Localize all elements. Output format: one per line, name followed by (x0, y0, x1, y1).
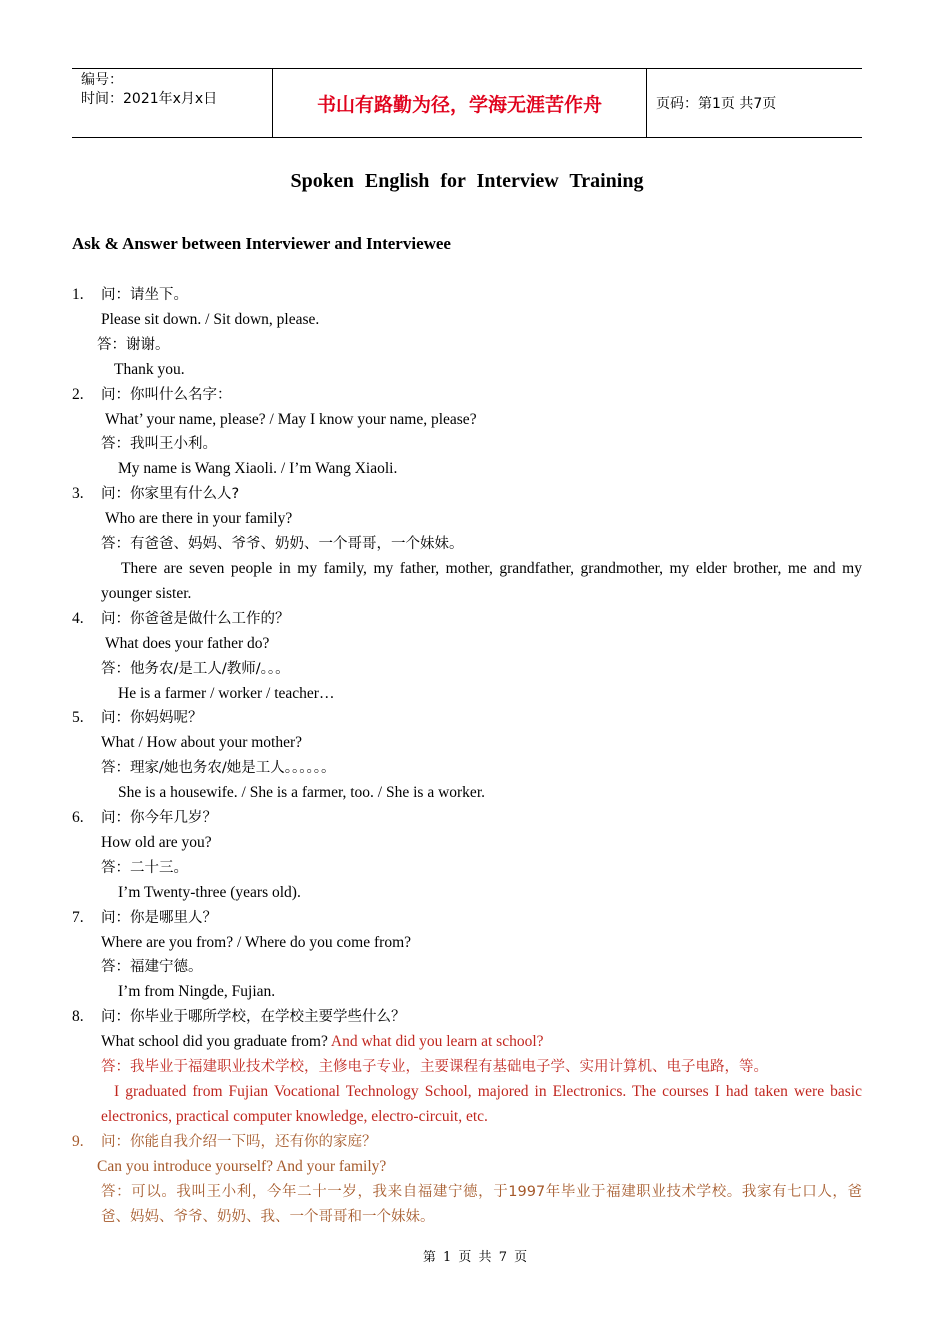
question-chinese: 问：你今年几岁？ (101, 810, 217, 827)
answer-english: She is a housewife. / She is a farmer, too. / She is a worker. (118, 784, 485, 802)
question-english: Who are there in your family? (105, 510, 293, 528)
document-date: 时间：2021年x月x日 (81, 91, 218, 107)
qa-item (72, 383, 862, 483)
question-chinese: 问：你妈妈呢？ (101, 710, 203, 727)
item-number: 6. (72, 809, 84, 827)
answer-english: My name is Wang Xiaoli. / I’m Wang Xiaoli. (118, 460, 398, 478)
question-chinese: 问：你叫什么名字： (101, 386, 232, 403)
answer-english: Thank you. (114, 360, 185, 378)
qa-item (72, 1130, 862, 1230)
question-english: What / How about your mother? (101, 734, 303, 752)
item-number: 8. (72, 1008, 84, 1026)
question-english: What’ your name, please? / May I know your name, please? (105, 410, 477, 428)
answer-english: He is a farmer / worker / teacher… (118, 684, 335, 702)
answer-chinese: 答：理家/她也务农/她是工人。。。。。。 (101, 760, 336, 777)
qa-item (72, 283, 862, 383)
question-english-followup: And what did you learn at school? (330, 1033, 544, 1051)
question-chinese: 问：你能自我介绍一下吗，还有你的家庭？ (101, 1133, 377, 1150)
item-number: 4. (72, 609, 84, 627)
question-chinese: 问：你毕业于哪所学校，在学校主要学些什么？ (101, 1009, 406, 1026)
question-english: Can you introduce yourself? And your family? (97, 1157, 387, 1175)
document-title: Spoken English for Interview Training (290, 170, 644, 192)
document-number-label: 编号： (81, 72, 123, 88)
question-chinese: 问：你是哪里人？ (101, 909, 217, 926)
answer-chinese: 答：谢谢。 (97, 336, 170, 353)
question-chinese: 问：请坐下。 (101, 287, 188, 303)
question-chinese: 问：你家里有什么人? (101, 486, 240, 503)
header-motto: 书山有路勤为径，学海无涯苦作舟 (273, 69, 647, 137)
answer-chinese: 答：可以。我叫王小利，今年二十一岁，我来自福建宁德，于1997年毕业于福建职业技术学校。我家有七口人，爸爸、妈妈、爷爷、奶奶、我、一个哥哥和一个妹妹。 (101, 1183, 862, 1225)
qa-item (72, 482, 862, 607)
qa-item (72, 1005, 862, 1130)
answer-chinese: 答：有爸爸、妈妈、爷爷、奶奶、一个哥哥，一个妹妹。 (101, 536, 464, 553)
question-english: What school did you graduate from? (101, 1033, 328, 1051)
qa-item (72, 607, 862, 707)
answer-english: I’m from Ningde, Fujian. (118, 983, 276, 1001)
item-number: 3. (72, 485, 84, 503)
qa-item (72, 806, 862, 906)
section-heading: Ask & Answer between Interviewer and Interviewee (72, 234, 451, 253)
qa-list (72, 283, 862, 1229)
header-left-cell (72, 69, 273, 137)
answer-english: There are seven people in my family, my father, mother, grandfather, grandmother, my elder brother, me and my younger sister. (101, 559, 862, 602)
answer-chinese: 答：我叫王小利。 (101, 436, 217, 453)
question-english: Where are you from? / Where do you come from? (101, 933, 412, 951)
answer-english: I’m Twenty-three (years old). (118, 883, 301, 901)
question-english: How old are you? (101, 833, 212, 851)
page-header (72, 68, 862, 138)
qa-item (72, 906, 862, 1006)
item-number: 1. (72, 286, 84, 303)
question-english: Please sit down. / Sit down, please. (101, 310, 320, 328)
answer-chinese: 答：二十三。 (101, 859, 188, 876)
item-number: 7. (72, 908, 84, 926)
answer-english: I graduated from Fujian Vocational Technology School, majored in Electronics. The courses I had taken were basic electronics, practical computer knowledge, electro-circuit, etc. (101, 1083, 862, 1125)
answer-chinese: 答：他务农/是工人/教师/。。。 (101, 660, 290, 677)
question-chinese: 问：你爸爸是做什么工作的？ (101, 610, 290, 627)
item-number: 2. (72, 385, 84, 403)
answer-chinese: 答：我毕业于福建职业技术学校，主修电子专业，主要课程有基础电子学、实用计算机、电子电路，等。 (101, 1059, 768, 1076)
question-english: What does your father do? (105, 634, 270, 652)
item-number: 9. (72, 1132, 84, 1150)
item-number: 5. (72, 709, 84, 727)
qa-item (72, 706, 862, 806)
answer-chinese: 答：福建宁德。 (101, 959, 203, 976)
header-page-info: 页码：第1页 共7页 (656, 96, 777, 112)
question-english-line (101, 1030, 862, 1055)
page-footer: 第 1 页 共 7 页 (422, 1250, 528, 1265)
